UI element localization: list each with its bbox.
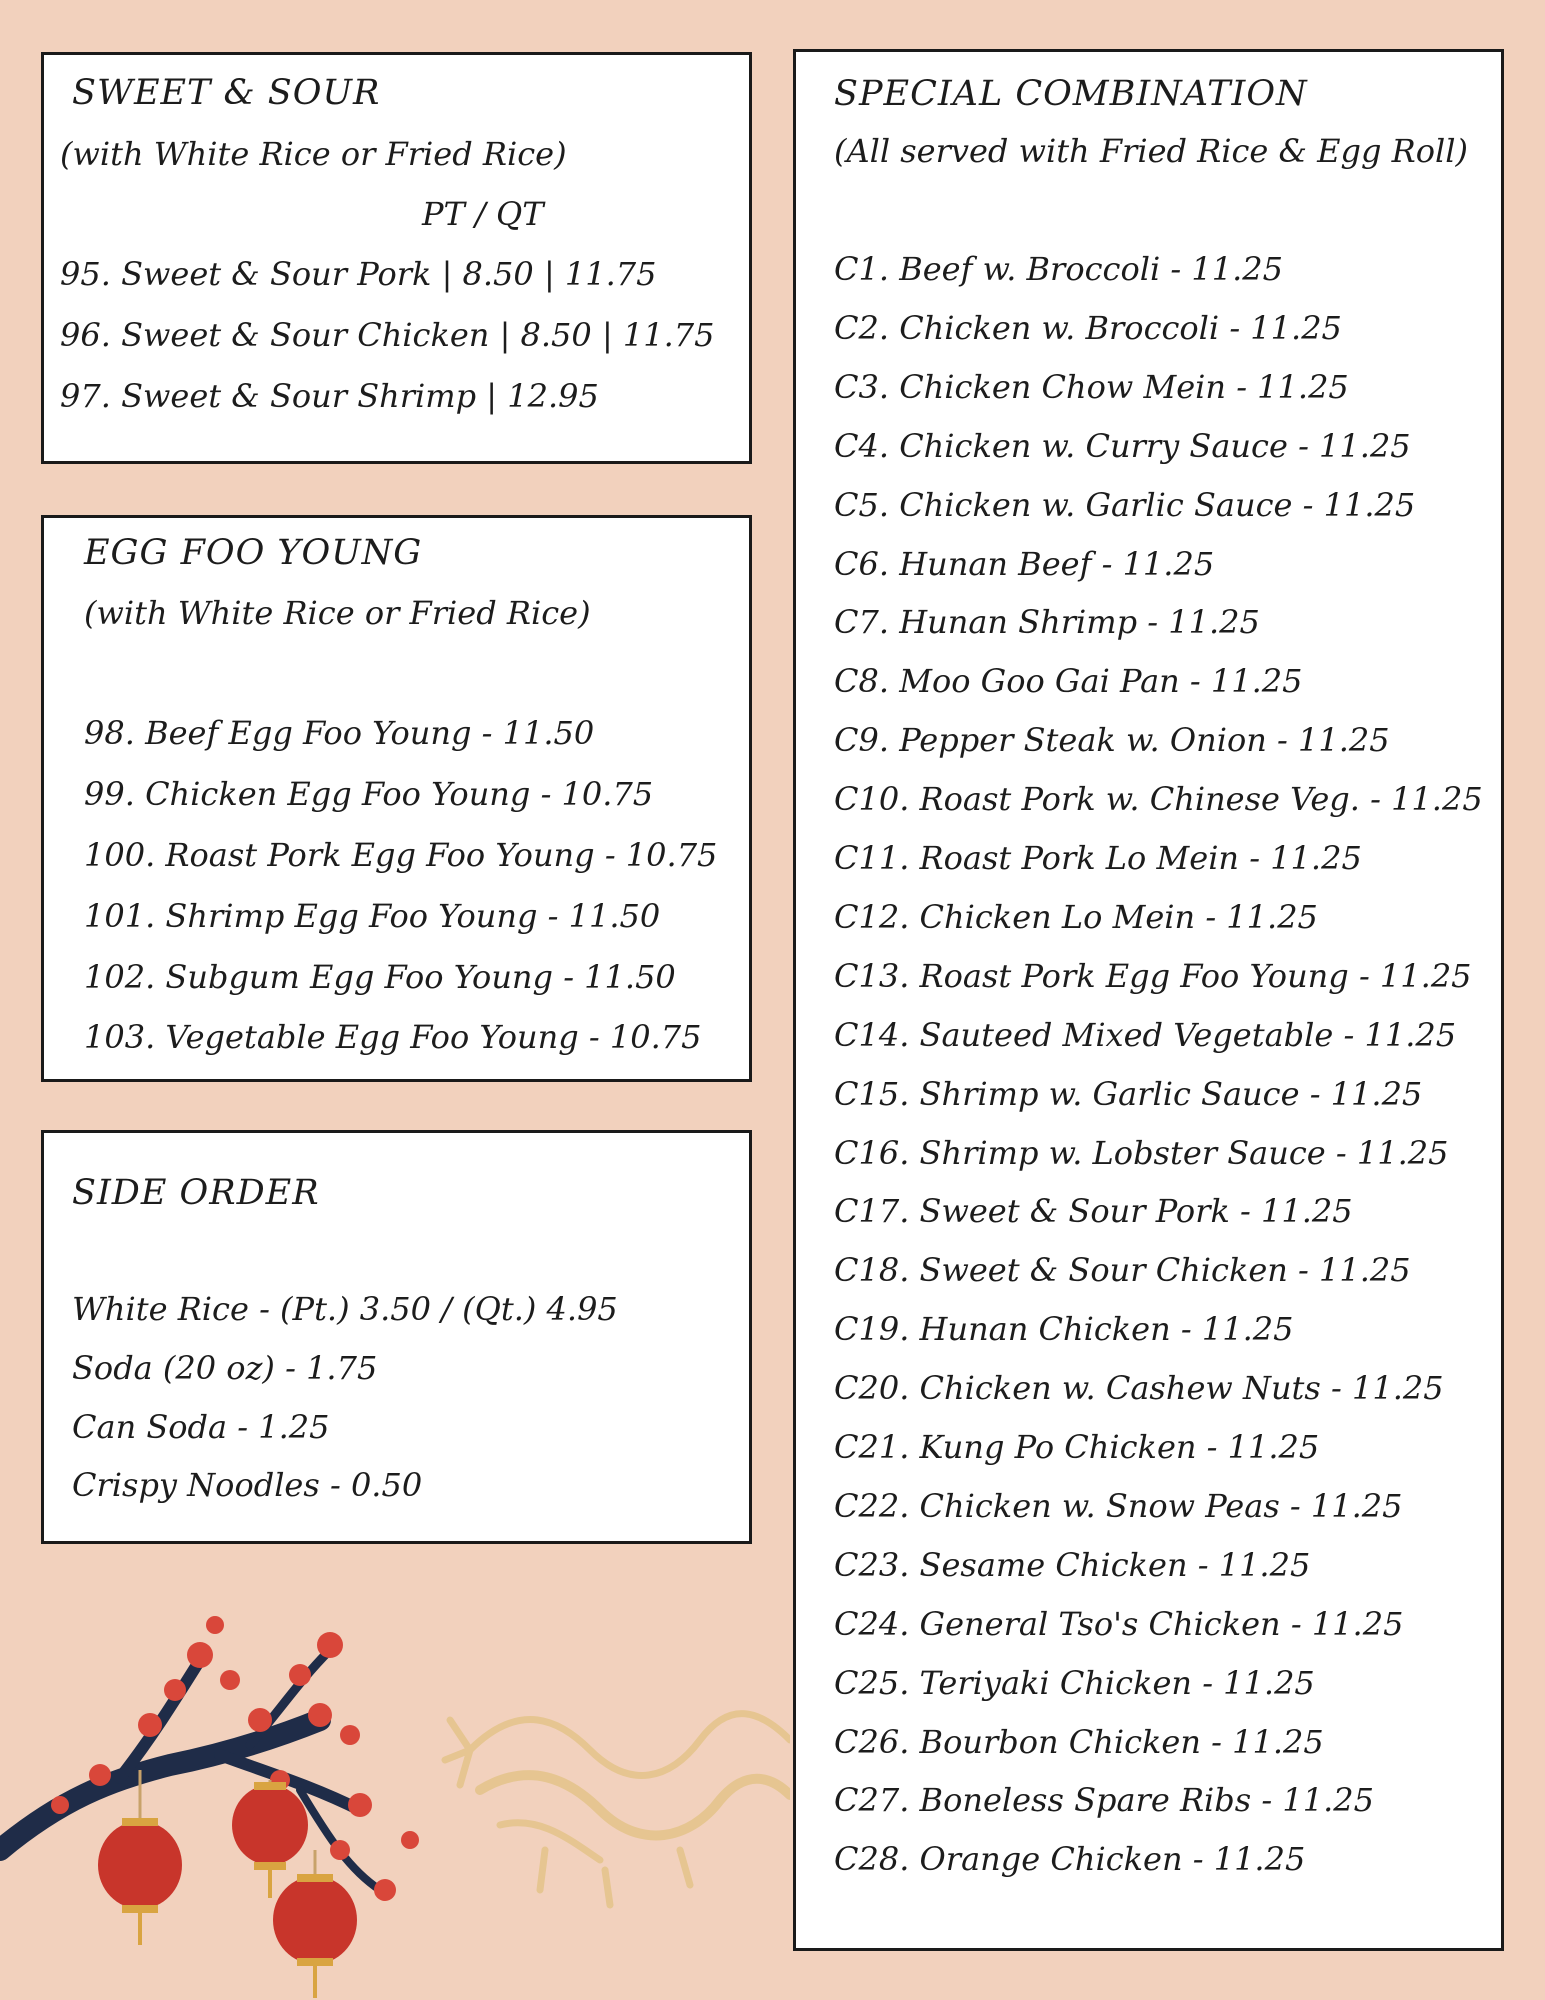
section-subtitle: (with White Rice or Fried Rice)	[60, 135, 567, 173]
section-title: SPECIAL COMBINATION	[834, 74, 1308, 114]
combination-item: C4. Chicken w. Curry Sauce - 11.25	[834, 427, 1411, 465]
size-header: PT / QT	[422, 195, 544, 233]
combination-item: C26. Bourbon Chicken - 11.25	[834, 1723, 1324, 1761]
combination-item: C25. Teriyaki Chicken - 11.25	[834, 1664, 1315, 1702]
combination-item: C11. Roast Pork Lo Mein - 11.25	[834, 839, 1362, 877]
combination-item: C7. Hunan Shrimp - 11.25	[834, 603, 1260, 641]
combination-item: C10. Roast Pork w. Chinese Veg. - 11.25	[834, 780, 1483, 818]
menu-item: 95. Sweet & Sour Pork | 8.50 | 11.75	[60, 255, 657, 293]
combination-item: C14. Sauteed Mixed Vegetable - 11.25	[834, 1016, 1457, 1054]
special-combination-section	[793, 49, 1504, 1951]
combination-item: C24. General Tso's Chicken - 11.25	[834, 1605, 1404, 1643]
combination-item: C2. Chicken w. Broccoli - 11.25	[834, 309, 1342, 347]
menu-item: 101. Shrimp Egg Foo Young - 11.50	[84, 897, 661, 935]
combination-item: C6. Hunan Beef - 11.25	[834, 545, 1215, 583]
menu-item: 100. Roast Pork Egg Foo Young - 10.75	[84, 836, 718, 874]
dragon-icon	[445, 1714, 790, 1905]
combination-item: C1. Beef w. Broccoli - 11.25	[834, 250, 1283, 288]
menu-item: 103. Vegetable Egg Foo Young - 10.75	[84, 1018, 702, 1056]
combination-item: C16. Shrimp w. Lobster Sauce - 11.25	[834, 1134, 1449, 1172]
lantern-icon	[273, 1850, 357, 1998]
combination-item: C17. Sweet & Sour Pork - 11.25	[834, 1192, 1353, 1230]
combination-item: C9. Pepper Steak w. Onion - 11.25	[834, 721, 1390, 759]
section-subtitle: (All served with Fried Rice & Egg Roll)	[834, 132, 1468, 170]
combination-item: C22. Chicken w. Snow Peas - 11.25	[834, 1487, 1403, 1525]
combination-item: C19. Hunan Chicken - 11.25	[834, 1310, 1294, 1348]
combination-item: C13. Roast Pork Egg Foo Young - 11.25	[834, 957, 1472, 995]
menu-item: Can Soda - 1.25	[72, 1408, 330, 1446]
decorative-art	[0, 1550, 790, 2000]
section-title: SIDE ORDER	[72, 1173, 320, 1213]
egg-foo-young-section	[41, 515, 752, 1082]
lantern-icon	[98, 1770, 182, 1945]
sweet-sour-section	[41, 52, 752, 464]
lantern-icon	[232, 1780, 308, 1898]
menu-item: 98. Beef Egg Foo Young - 11.50	[84, 714, 595, 752]
combination-item: C8. Moo Goo Gai Pan - 11.25	[834, 662, 1303, 700]
combination-item: C21. Kung Po Chicken - 11.25	[834, 1428, 1320, 1466]
combination-item: C18. Sweet & Sour Chicken - 11.25	[834, 1251, 1411, 1289]
menu-item: White Rice - (Pt.) 3.50 / (Qt.) 4.95	[72, 1290, 618, 1328]
blossom-branch-icon	[0, 1616, 419, 1901]
section-subtitle: (with White Rice or Fried Rice)	[84, 594, 591, 632]
combination-item: C28. Orange Chicken - 11.25	[834, 1840, 1306, 1878]
combination-item: C12. Chicken Lo Mein - 11.25	[834, 898, 1318, 936]
section-title: EGG FOO YOUNG	[84, 533, 423, 573]
menu-item: Crispy Noodles - 0.50	[72, 1466, 423, 1504]
menu-item: Soda (20 oz) - 1.75	[72, 1349, 378, 1387]
combination-item: C3. Chicken Chow Mein - 11.25	[834, 368, 1349, 406]
section-title: SWEET & SOUR	[72, 73, 381, 113]
menu-item: 96. Sweet & Sour Chicken | 8.50 | 11.75	[60, 316, 715, 354]
combination-item: C27. Boneless Spare Ribs - 11.25	[834, 1781, 1374, 1819]
combination-item: C20. Chicken w. Cashew Nuts - 11.25	[834, 1369, 1444, 1407]
combination-item: C23. Sesame Chicken - 11.25	[834, 1546, 1311, 1584]
menu-item: 99. Chicken Egg Foo Young - 10.75	[84, 775, 654, 813]
combination-item: C5. Chicken w. Garlic Sauce - 11.25	[834, 486, 1416, 524]
menu-item: 102. Subgum Egg Foo Young - 11.50	[84, 958, 676, 996]
menu-item: 97. Sweet & Sour Shrimp | 12.95	[60, 377, 599, 415]
combination-item: C15. Shrimp w. Garlic Sauce - 11.25	[834, 1075, 1423, 1113]
side-order-section	[41, 1130, 752, 1544]
